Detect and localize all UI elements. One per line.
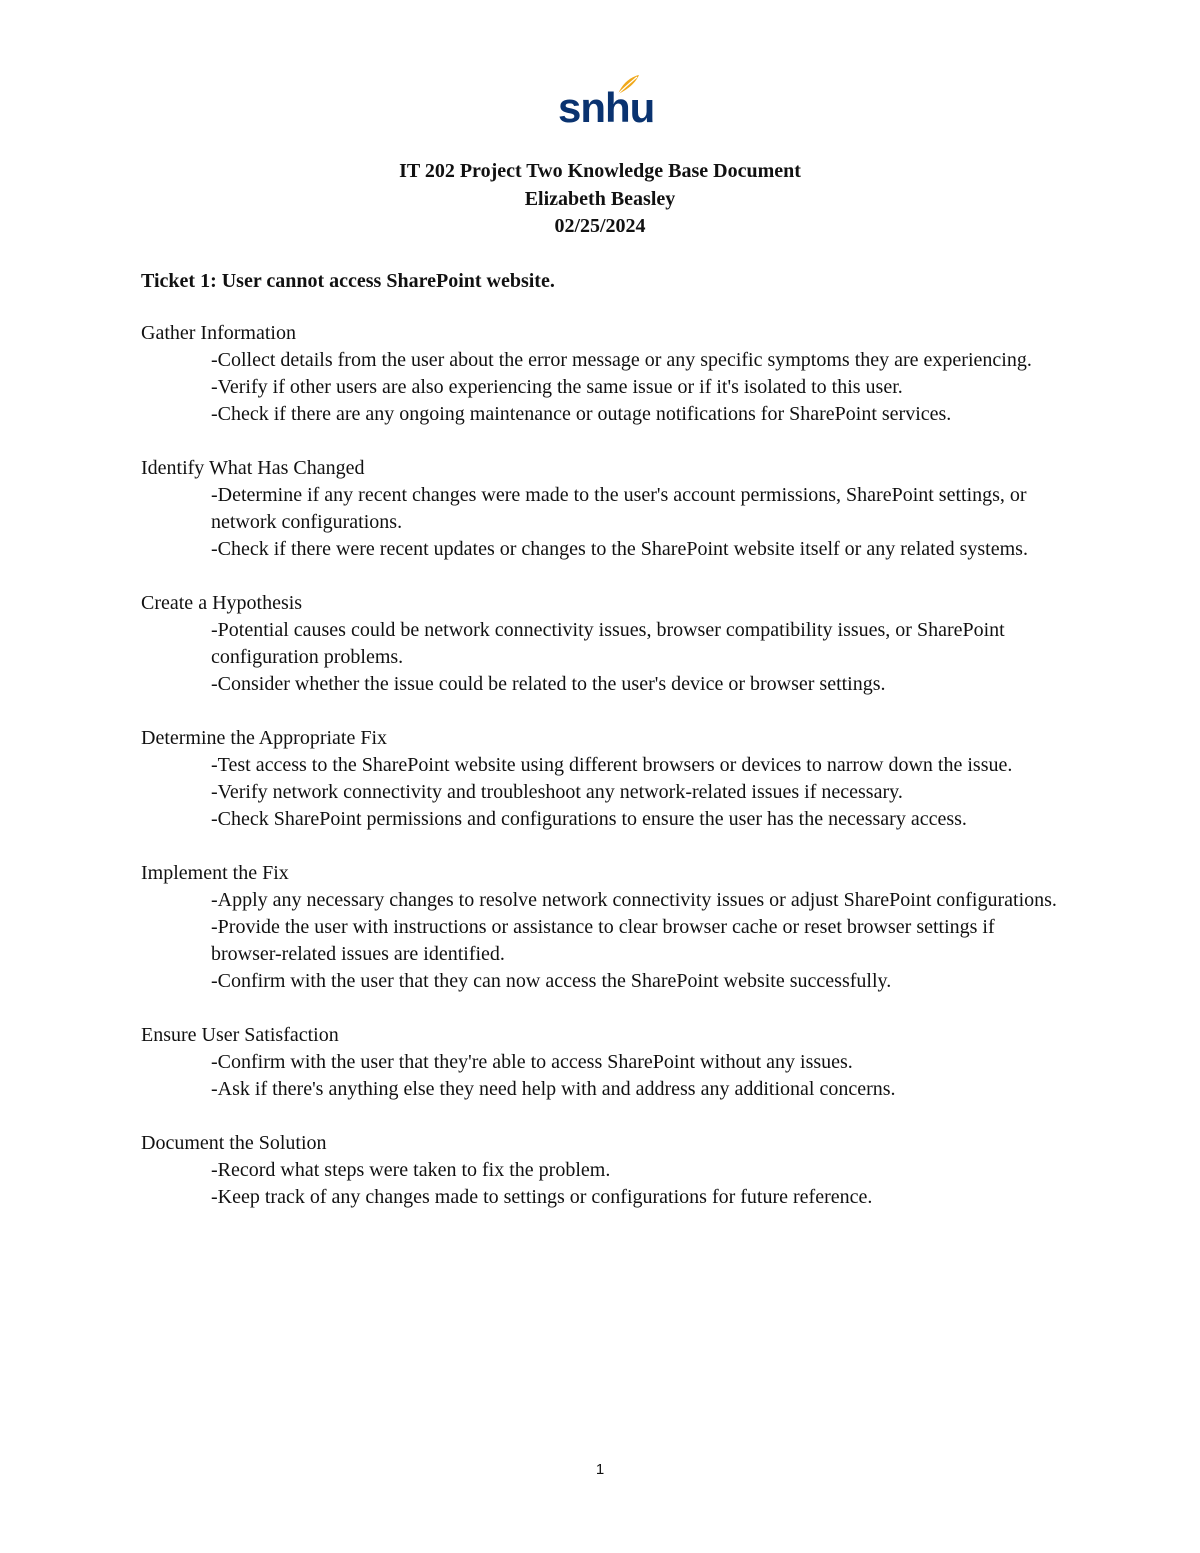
ticket-title: Ticket 1: User cannot access SharePoint website. bbox=[141, 270, 555, 292]
list-item: -Test access to the SharePoint website using different browsers or devices to narrow down the issue. bbox=[211, 754, 1013, 776]
section-ensure-user-satisfaction bbox=[141, 1022, 1061, 1103]
list-item: -Collect details from the user about the error message or any specific symptoms they are experiencing. bbox=[211, 349, 1032, 371]
list-item: -Verify network connectivity and troubleshoot any network-related issues if necessary. bbox=[211, 781, 903, 803]
list-item: -Record what steps were taken to fix the problem. bbox=[211, 1159, 611, 1181]
section-create-a-hypothesis bbox=[141, 590, 1061, 698]
list-item: -Check if there were recent updates or changes to the SharePoint website itself or any related systems. bbox=[211, 538, 1028, 560]
list-item: -Apply any necessary changes to resolve network connectivity issues or adjust SharePoint configurations. bbox=[211, 889, 1057, 911]
section-heading: Identify What Has Changed bbox=[141, 457, 365, 479]
snhu-logo bbox=[558, 74, 655, 132]
list-item: -Check if there are any ongoing maintenance or outage notifications for SharePoint services. bbox=[211, 403, 952, 425]
page-number: 1 bbox=[595, 1461, 605, 1478]
list-item: -Verify if other users are also experiencing the same issue or if it's isolated to this user. bbox=[211, 376, 903, 398]
document-date: 02/25/2024 bbox=[554, 215, 646, 237]
list-item: -Provide the user with instructions or assistance to clear browser cache or reset browser settings if browser-related issues are identified. bbox=[211, 916, 995, 965]
section-heading: Ensure User Satisfaction bbox=[141, 1024, 339, 1046]
section-heading: Determine the Appropriate Fix bbox=[141, 727, 388, 749]
section-implement-the-fix bbox=[141, 860, 1061, 995]
section-determine-the-appropriate-fix bbox=[141, 725, 1061, 833]
list-item: -Confirm with the user that they can now access the SharePoint website successfully. bbox=[211, 970, 892, 992]
list-item: -Ask if there's anything else they need help with and address any additional concerns. bbox=[211, 1078, 896, 1100]
section-identify-what-has-changed bbox=[141, 455, 1061, 563]
author-name: Elizabeth Beasley bbox=[524, 187, 676, 210]
list-item: -Confirm with the user that they're able to access SharePoint without any issues. bbox=[211, 1051, 853, 1073]
section-document-the-solution bbox=[141, 1130, 1061, 1211]
section-heading: Document the Solution bbox=[141, 1132, 327, 1154]
list-item: -Determine if any recent changes were made to the user's account permissions, SharePoint settings, or network configurations. bbox=[211, 484, 1027, 533]
document-title: IT 202 Project Two Knowledge Base Document bbox=[399, 160, 801, 182]
section-heading: Create a Hypothesis bbox=[141, 592, 303, 614]
list-item: -Consider whether the issue could be related to the user's device or browser settings. bbox=[211, 673, 886, 695]
list-item: -Check SharePoint permissions and configurations to ensure the user has the necessary access. bbox=[211, 808, 967, 830]
section-heading: Gather Information bbox=[141, 322, 296, 344]
section-heading: Implement the Fix bbox=[141, 862, 289, 884]
document-header bbox=[0, 158, 1200, 241]
troubleshooting-sections bbox=[141, 320, 1061, 1238]
list-item: -Keep track of any changes made to settings or configurations for future reference. bbox=[211, 1186, 873, 1208]
section-gather-information bbox=[141, 320, 1061, 428]
logo-wordmark: snhu bbox=[558, 84, 655, 131]
list-item: -Potential causes could be network connectivity issues, browser compatibility issues, or SharePoint configuration problems. bbox=[211, 619, 1005, 668]
